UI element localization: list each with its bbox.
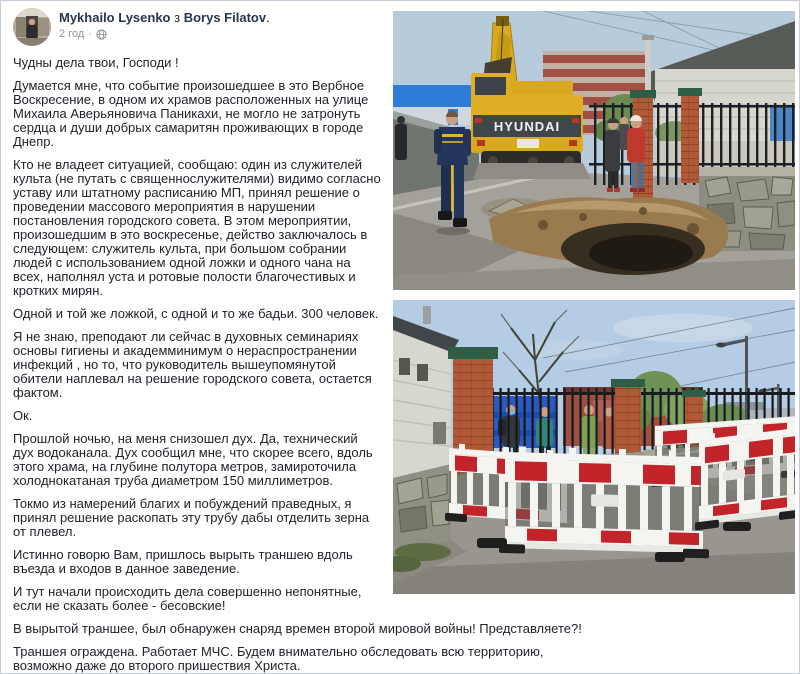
dot-separator: ·	[88, 28, 92, 40]
author-link[interactable]: Mykhailo Lysenko	[59, 10, 171, 25]
excavator-brand-label: HYUNDAI	[493, 119, 561, 134]
globe-icon	[96, 29, 107, 40]
post-paragraph: В вырытой траншее, был обнаружен снаряд времен второй мировой войны! Представляете?!	[13, 621, 582, 636]
post-paragraph: Я не знаю, преподают ли сейчас в духовных семинариях основы гигиены и академминимум о нераспространении инфекций , но то, что руководитель вышеупомянутой обители наплевал на решение городского совета, остается фактом.	[13, 329, 372, 400]
author-line	[59, 8, 270, 26]
timestamp-link[interactable]: 2 год	[59, 28, 85, 40]
post-paragraph: Чудны дела твои, Господи !	[13, 55, 179, 70]
post-paragraph: Прошлой ночью, на меня снизошел дух. Да, технический дух водоканала. Дух сообщил мне, что скорее всего, вдоль этого храма, на глубине полутора метров, замироточила холоднокатаная труба диаметром 150 миллиметров.	[13, 431, 373, 488]
photo-barrier-fence[interactable]	[393, 300, 795, 594]
post-paragraph: Одной и той же ложкой, с одной и то же бадьи. 300 человек.	[13, 306, 379, 321]
avatar[interactable]	[13, 8, 51, 46]
header-meta	[59, 8, 270, 40]
name-suffix: .	[266, 10, 270, 25]
photo-excavator[interactable]	[393, 11, 795, 290]
timestamp-line	[59, 28, 270, 40]
connector-text: з	[174, 10, 181, 25]
post-paragraph: Ок.	[13, 408, 33, 423]
post-paragraph: Кто не владеет ситуацией, сообщаю: один из служителей культа (не путать с священнослужителями) видимо согласно уставу или штатному расписанию МП, принял решение о проведении массового мероприятия в нарушении постановления городского совета. В этом мероприятии, произошедшим в это воскресенье, действо заключалось в следующем: служитель культа, при большом собрании людей с использованием одной ложки и одного чана на всех, наполнял уста и ротовые полости благочестивых и кротких мирян.	[13, 157, 381, 298]
post-paragraph: Истинно говорю Вам, пришлось вырыть траншею вдоль въезда и входов в данное заведение.	[13, 547, 353, 576]
post-header	[1, 1, 381, 46]
post-paragraph: И тут начали происходить дела совершенно непонятные, если не сказать более - бесовские!	[13, 584, 362, 613]
post-paragraph: Траншея ограждена. Работает МЧС. Будем внимательно обследовать всю территорию, возможно даже до второго пришествия Христа.	[13, 644, 544, 673]
tagged-link[interactable]: Borys Filatov	[183, 10, 267, 25]
post-paragraph: Думается мне, что событие произошедшее в это Вербное Воскресение, в одном их храмов расположенных на улице Михаила Аверьяновича Паникахи, не могло не затронуть сердца и души добрых самаритян проживающих в городе Днепр.	[13, 78, 369, 149]
post-paragraph: Токмо из намерений благих и побуждений праведных, я принял решение раскопать эту трубу дабы отделить зерна от плевел.	[13, 496, 370, 539]
attached-photos	[393, 11, 795, 594]
